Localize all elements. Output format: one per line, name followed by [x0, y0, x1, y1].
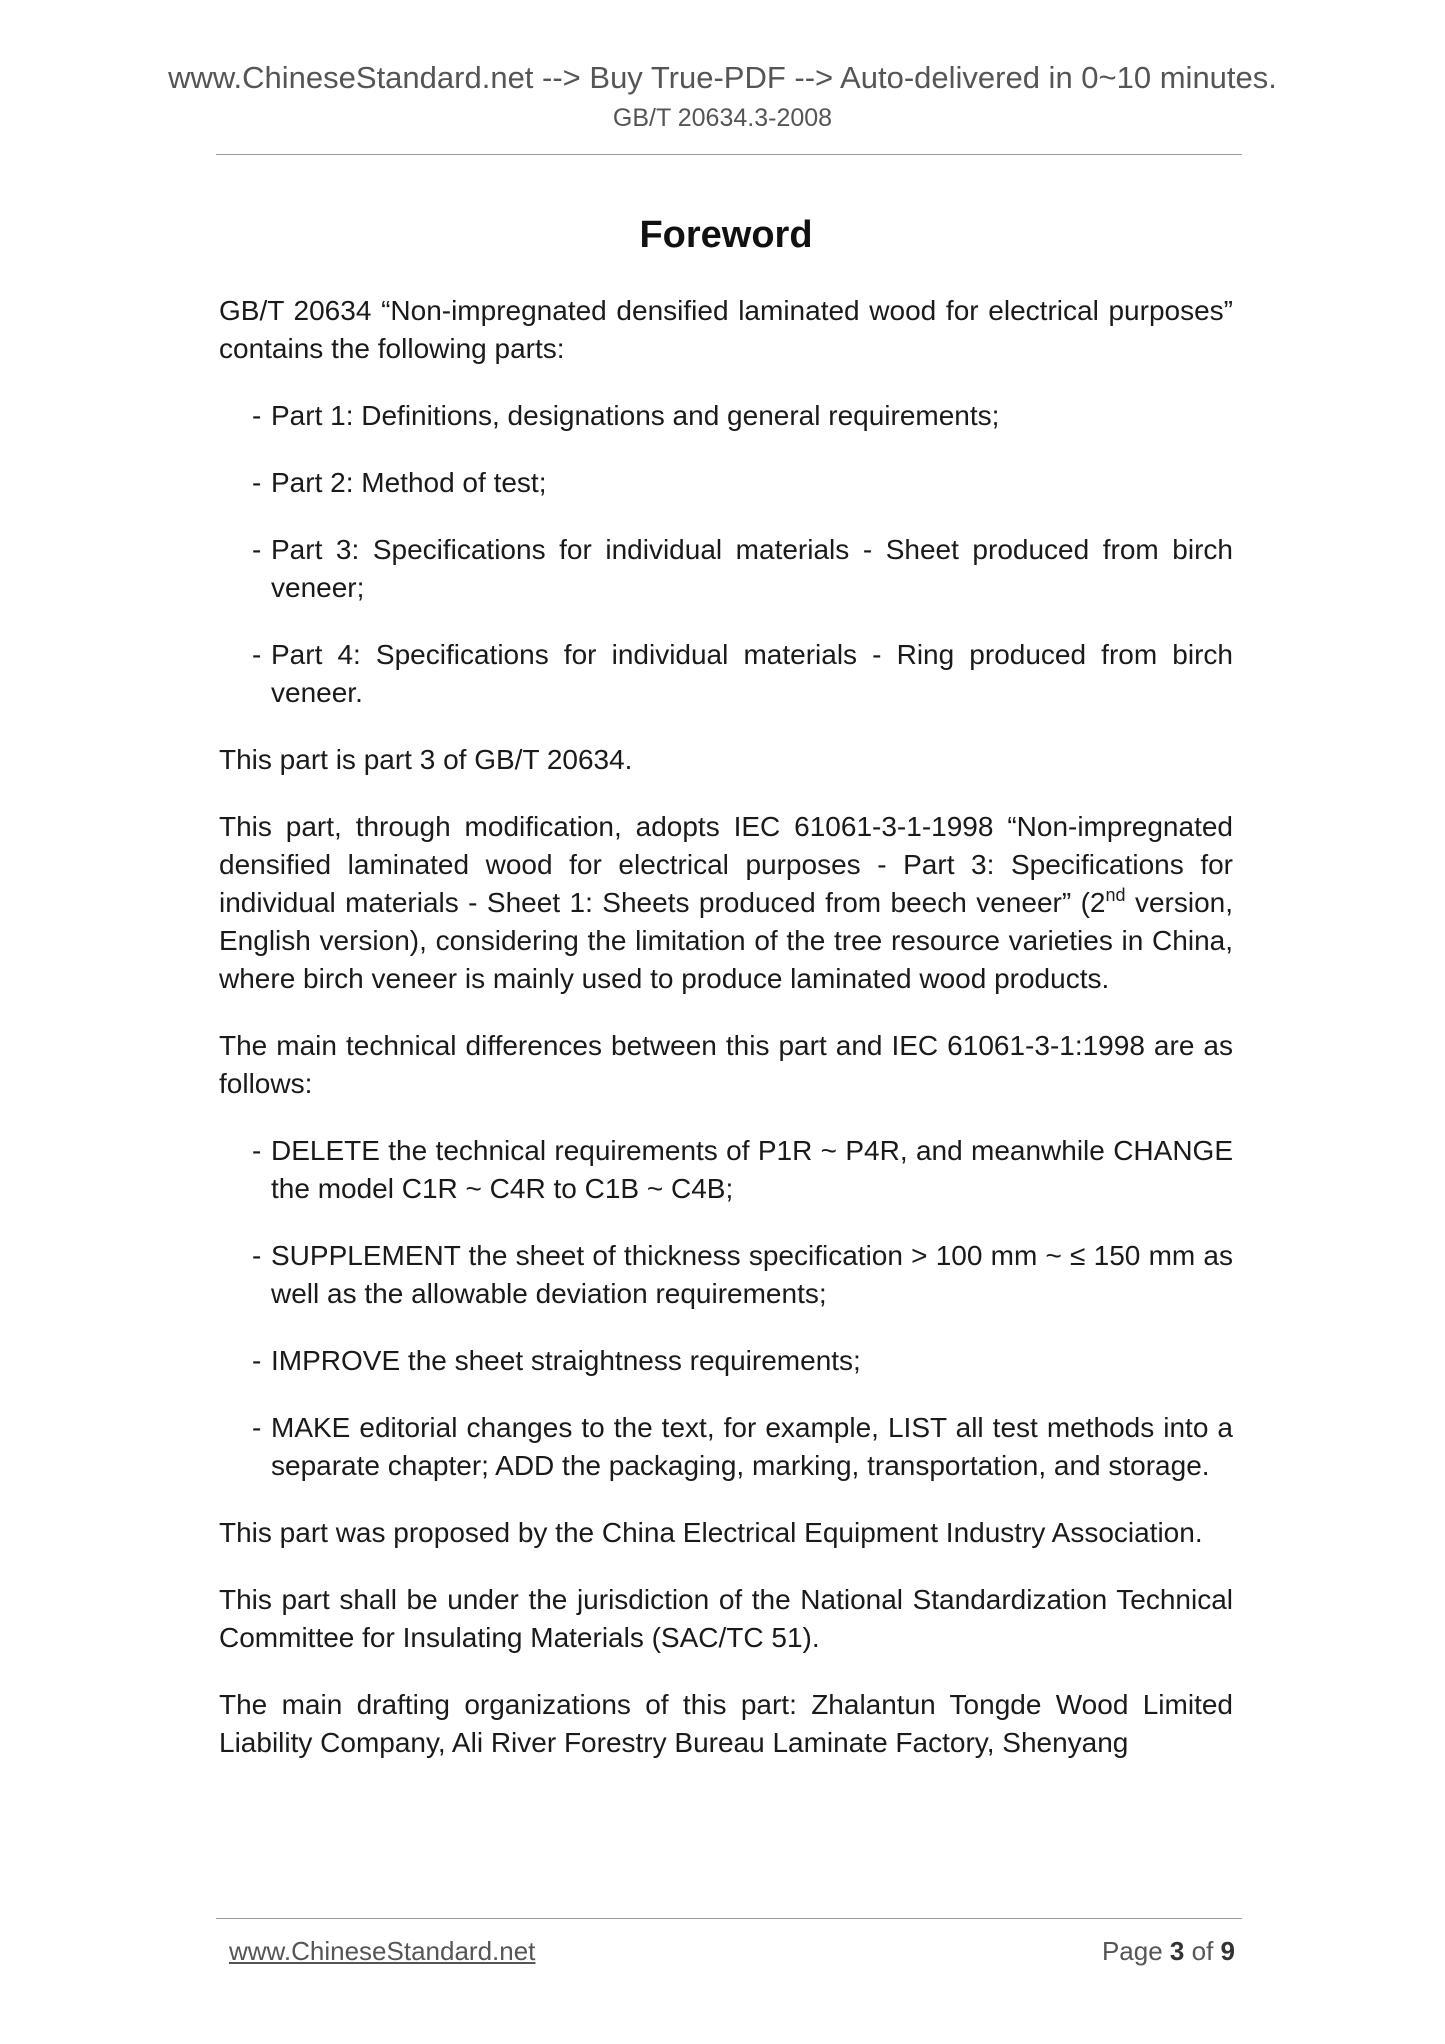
header-divider: [216, 154, 1242, 155]
intro-paragraph: GB/T 20634 “Non-impregnated densified laminated wood for electrical purposes” contains the following parts:: [219, 295, 1233, 364]
page-header: [0, 58, 1445, 134]
list-item: [252, 1132, 1233, 1208]
list-dash: -: [252, 1345, 262, 1376]
document-body: [219, 210, 1233, 1791]
list-item: [252, 1237, 1233, 1313]
difference-item: MAKE editorial changes to the text, for example, LIST all test methods into a separate chapter; ADD the packaging, marking, transportation, and storage.: [271, 1412, 1233, 1481]
footer-website-link[interactable]: www.ChineseStandard.net: [229, 1936, 536, 1966]
list-dash: -: [252, 1135, 262, 1166]
parts-list-item: Part 3: Specifications for individual materials - Sheet produced from birch veneer;: [271, 534, 1233, 603]
page-title: Foreword: [639, 214, 813, 256]
difference-item: IMPROVE the sheet straightness requirements;: [271, 1345, 861, 1376]
list-dash: -: [252, 467, 262, 498]
page-label: Page: [1101, 1936, 1163, 1966]
footer-divider: [216, 1918, 1242, 1919]
list-item: [252, 1409, 1233, 1485]
difference-item: SUPPLEMENT the sheet of thickness specification > 100 mm ~ ≤ 150 mm as well as the allowable deviation requirements;: [271, 1240, 1233, 1309]
list-dash: -: [252, 1412, 262, 1443]
parts-list-item: Part 1: Definitions, designations and general requirements;: [271, 400, 1000, 431]
list-dash: -: [252, 400, 262, 431]
differences-intro: The main technical differences between this part and IEC 61061-3-1:1998 are as follows:: [219, 1030, 1233, 1099]
list-dash: -: [252, 1240, 262, 1271]
part-statement: This part is part 3 of GB/T 20634.: [219, 744, 633, 775]
list-item: [252, 1342, 1233, 1380]
adoption-text: This part, through modification, adopts IEC 61061-3-1-1998 “Non-impregnated densified laminated wood for electrical purposes - Part 3: Specifications for individual materials - Sheet 1: Sheets produced from beech veneer” (2: [219, 811, 1233, 918]
adoption-text-cont: version, English version), considering the limitation of the tree resource varieties in China, where birch veneer is mainly used to produce laminated wood products.: [219, 887, 1233, 994]
total-pages: 9: [1220, 1936, 1235, 1966]
parts-list-item: Part 4: Specifications for individual materials - Ring produced from birch veneer.: [271, 639, 1233, 708]
of-label: of: [1191, 1936, 1214, 1966]
list-item: [252, 464, 1233, 502]
list-item: [252, 397, 1233, 435]
list-dash: -: [252, 534, 262, 565]
difference-item: DELETE the technical requirements of P1R ~ P4R, and meanwhile CHANGE the model C1R ~ C4R to C1B ~ C4B;: [271, 1135, 1233, 1204]
header-banner: www.ChineseStandard.net --> Buy True-PDF --> Auto-delivered in 0~10 minutes.: [168, 60, 1277, 95]
page-footer: [229, 1934, 1235, 1968]
proposed-by-paragraph: This part was proposed by the China Electrical Equipment Industry Association.: [219, 1517, 1203, 1548]
page-number: [1102, 1934, 1235, 1968]
current-page: 3: [1169, 1936, 1185, 1966]
list-item: [252, 531, 1233, 607]
header-doc-code: GB/T 20634.3-2008: [612, 104, 833, 132]
drafting-paragraph: The main drafting organizations of this part: Zhalantun Tongde Wood Limited Liability Company, Ali River Forestry Bureau Laminate Factory, Shenyang: [219, 1689, 1233, 1758]
ordinal-superscript: nd: [1105, 885, 1126, 905]
jurisdiction-paragraph: This part shall be under the jurisdiction of the National Standardization Technical Committee for Insulating Materials (SAC/TC 51).: [219, 1584, 1233, 1653]
list-dash: -: [252, 639, 262, 670]
parts-list-item: Part 2: Method of test;: [271, 467, 547, 498]
adoption-paragraph: [219, 808, 1233, 998]
list-item: [252, 636, 1233, 712]
